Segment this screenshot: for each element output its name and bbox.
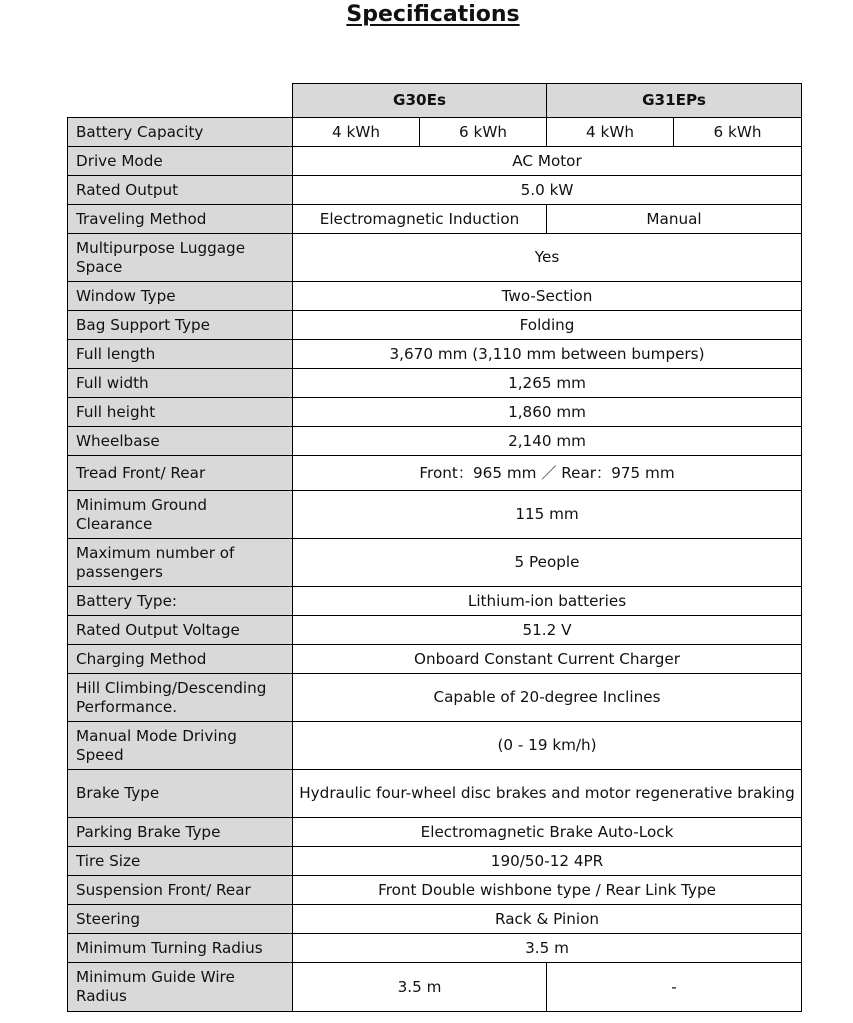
row-value: Folding bbox=[293, 311, 802, 340]
table-row bbox=[68, 818, 802, 847]
row-value: Capable of 20-degree Inclines bbox=[293, 674, 802, 722]
row-value: Front：965 mm ／ Rear：975 mm bbox=[293, 456, 802, 491]
table-row bbox=[68, 539, 802, 587]
battery-capacity-g30es-6kwh: 6 kWh bbox=[420, 118, 547, 147]
row-label: Parking Brake Type bbox=[68, 818, 293, 847]
table-row bbox=[68, 876, 802, 905]
table-row bbox=[68, 722, 802, 770]
row-label: Battery Type: bbox=[68, 587, 293, 616]
row-label: Manual Mode Driving Speed bbox=[68, 722, 293, 770]
table-row bbox=[68, 118, 802, 147]
row-value: 1,265 mm bbox=[293, 369, 802, 398]
traveling-method-g30es: Electromagnetic Induction bbox=[293, 205, 547, 234]
row-value: 3,670 mm (3,110 mm between bumpers) bbox=[293, 340, 802, 369]
table-row bbox=[68, 934, 802, 963]
row-label: Full height bbox=[68, 398, 293, 427]
row-label: Tire Size bbox=[68, 847, 293, 876]
row-value: AC Motor bbox=[293, 147, 802, 176]
guide-wire-radius-g31eps: - bbox=[547, 963, 802, 1012]
model-header-g31eps: G31EPs bbox=[547, 84, 802, 118]
row-label: Full width bbox=[68, 369, 293, 398]
row-value: 2,140 mm bbox=[293, 427, 802, 456]
table-row bbox=[68, 456, 802, 491]
table-row bbox=[68, 905, 802, 934]
table-row bbox=[68, 369, 802, 398]
header-blank-cell bbox=[68, 84, 293, 118]
row-label: Drive Mode bbox=[68, 147, 293, 176]
page-title: Specifications bbox=[346, 2, 520, 27]
row-value: Hydraulic four-wheel disc brakes and motor regenerative braking bbox=[293, 770, 802, 818]
row-label: Multipurpose Luggage Space bbox=[68, 234, 293, 282]
row-value: 5.0 kW bbox=[293, 176, 802, 205]
traveling-method-g31eps: Manual bbox=[547, 205, 802, 234]
table-row bbox=[68, 674, 802, 722]
row-value: Front Double wishbone type / Rear Link Type bbox=[293, 876, 802, 905]
table-row bbox=[68, 963, 802, 1012]
table-row bbox=[68, 770, 802, 818]
table-row bbox=[68, 427, 802, 456]
row-value: 51.2 V bbox=[293, 616, 802, 645]
row-label: Rated Output bbox=[68, 176, 293, 205]
row-label: Rated Output Voltage bbox=[68, 616, 293, 645]
row-label: Minimum Ground Clearance bbox=[68, 491, 293, 539]
row-value: 190/50-12 4PR bbox=[293, 847, 802, 876]
table-row bbox=[68, 587, 802, 616]
row-value: 5 People bbox=[293, 539, 802, 587]
guide-wire-radius-g30es: 3.5 m bbox=[293, 963, 547, 1012]
table-row bbox=[68, 491, 802, 539]
table-row bbox=[68, 311, 802, 340]
model-header-g30es: G30Es bbox=[293, 84, 547, 118]
row-label: Full length bbox=[68, 340, 293, 369]
row-label: Steering bbox=[68, 905, 293, 934]
table-row bbox=[68, 147, 802, 176]
row-label: Minimum Turning Radius bbox=[68, 934, 293, 963]
row-label: Charging Method bbox=[68, 645, 293, 674]
table-row bbox=[68, 176, 802, 205]
table-row bbox=[68, 282, 802, 311]
row-value: Onboard Constant Current Charger bbox=[293, 645, 802, 674]
row-label: Window Type bbox=[68, 282, 293, 311]
row-value: Two-Section bbox=[293, 282, 802, 311]
table-row bbox=[68, 398, 802, 427]
table-row bbox=[68, 616, 802, 645]
model-header-row bbox=[68, 84, 802, 118]
table-row bbox=[68, 645, 802, 674]
table-row bbox=[68, 340, 802, 369]
row-label: Battery Capacity bbox=[68, 118, 293, 147]
row-value: Electromagnetic Brake Auto-Lock bbox=[293, 818, 802, 847]
row-label: Minimum Guide Wire Radius bbox=[68, 963, 293, 1012]
row-value: 1,860 mm bbox=[293, 398, 802, 427]
row-value: (0 - 19 km/h) bbox=[293, 722, 802, 770]
row-value: Lithium-ion batteries bbox=[293, 587, 802, 616]
specifications-table bbox=[67, 83, 802, 1012]
row-label: Tread Front/ Rear bbox=[68, 456, 293, 491]
row-label: Maximum number of passengers bbox=[68, 539, 293, 587]
table-row bbox=[68, 847, 802, 876]
row-value: 115 mm bbox=[293, 491, 802, 539]
row-label: Wheelbase bbox=[68, 427, 293, 456]
row-label: Bag Support Type bbox=[68, 311, 293, 340]
row-value: Rack & Pinion bbox=[293, 905, 802, 934]
table-row bbox=[68, 234, 802, 282]
row-label: Suspension Front/ Rear bbox=[68, 876, 293, 905]
battery-capacity-g30es-4kwh: 4 kWh bbox=[293, 118, 420, 147]
row-label: Traveling Method bbox=[68, 205, 293, 234]
battery-capacity-g31eps-6kwh: 6 kWh bbox=[674, 118, 802, 147]
row-label: Hill Climbing/Descending Performance. bbox=[68, 674, 293, 722]
row-label: Brake Type bbox=[68, 770, 293, 818]
table-row bbox=[68, 205, 802, 234]
battery-capacity-g31eps-4kwh: 4 kWh bbox=[547, 118, 674, 147]
row-value: 3.5 m bbox=[293, 934, 802, 963]
row-value: Yes bbox=[293, 234, 802, 282]
